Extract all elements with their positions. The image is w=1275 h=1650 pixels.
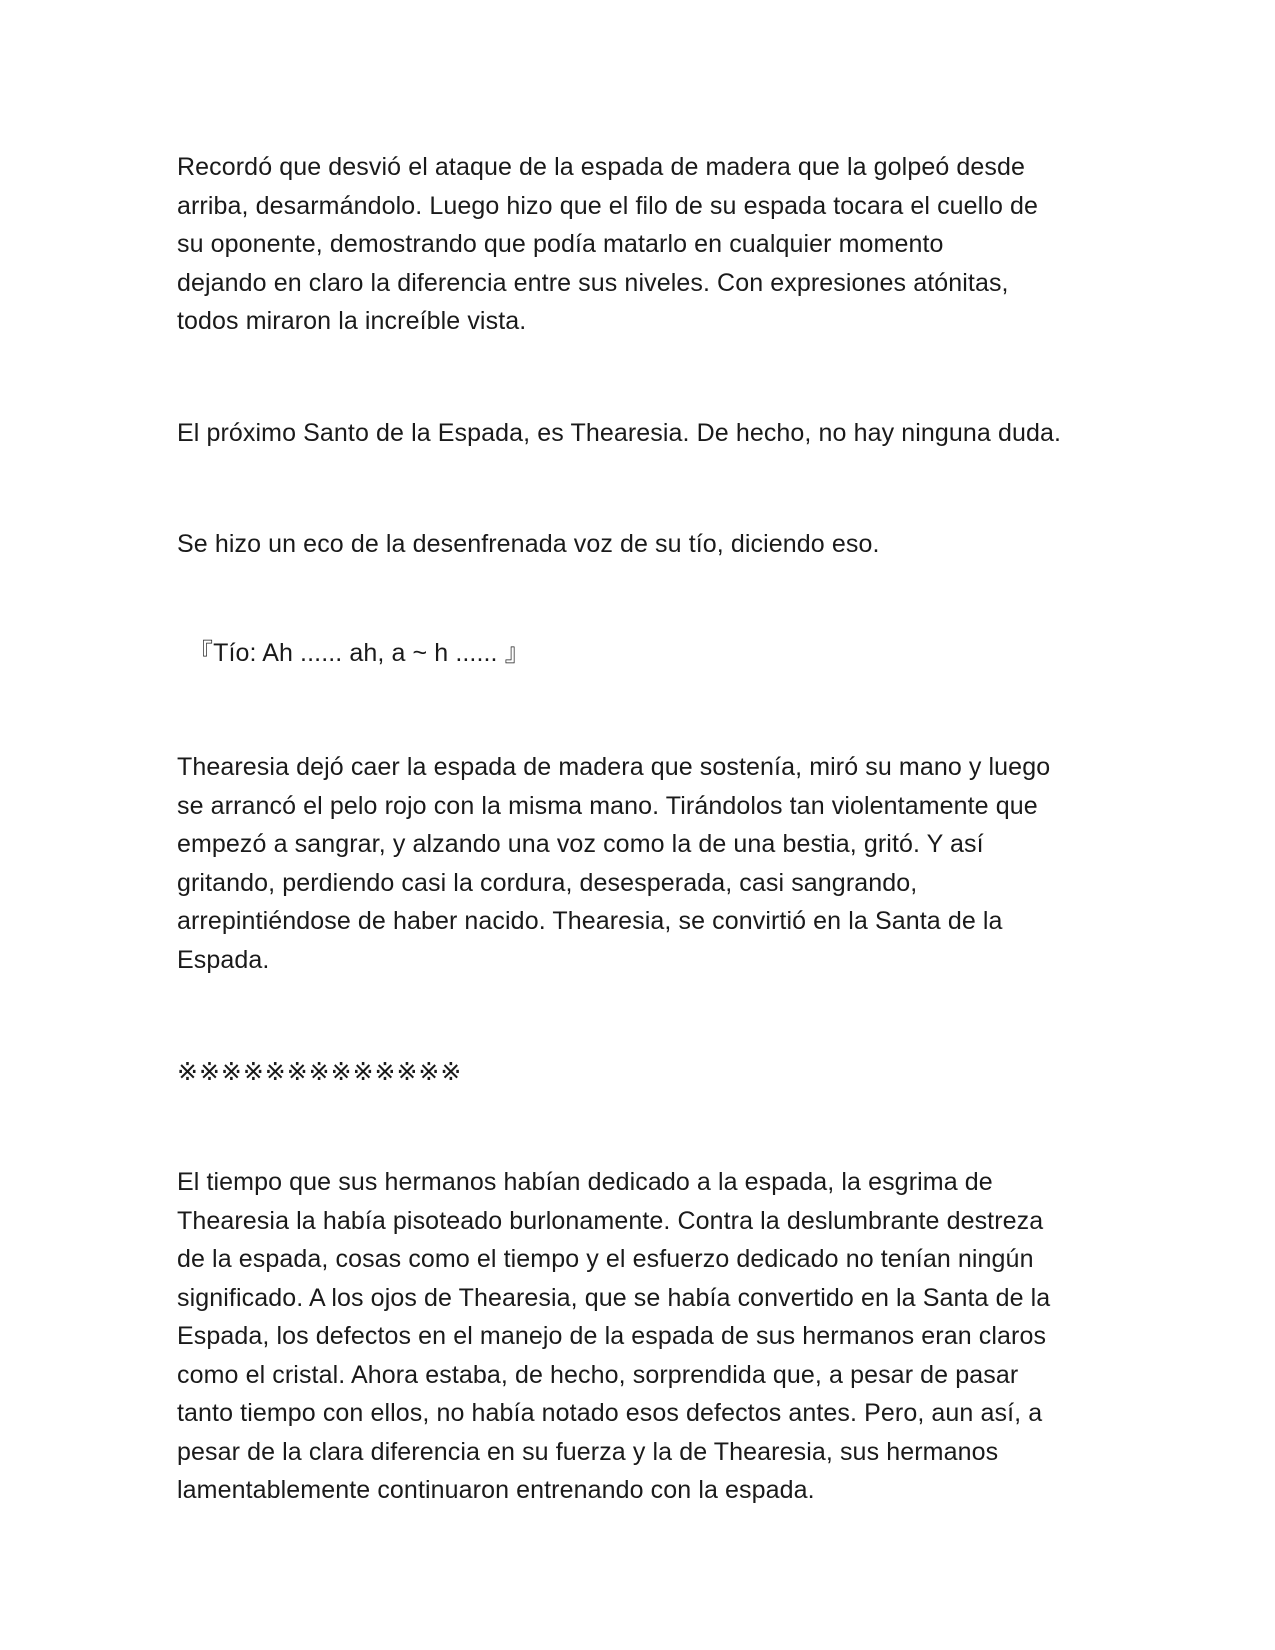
paragraph-line: gritando, perdiendo casi la cordura, desesperada, casi sangrando,	[177, 868, 918, 897]
paragraph-line: Espada.	[177, 945, 270, 974]
dialogue-line	[188, 634, 1118, 673]
paragraph-recollection	[177, 148, 1107, 341]
paragraph-line: dejando en claro la diferencia entre sus niveles. Con expresiones atónitas,	[177, 268, 1009, 297]
paragraph-line: Thearesia dejó caer la espada de madera que sostenía, miró su mano y luego	[177, 753, 1051, 781]
paragraph-line: significado. A los ojos de Thearesia, que se había convertido en la Santa de la	[177, 1283, 1051, 1312]
paragraph-line: se arrancó el pelo rojo con la misma mano. Tirándolos tan violentamente que	[177, 791, 1038, 820]
paragraph-line: Espada, los defectos en el manejo de la espada de sus hermanos eran claros	[177, 1322, 1047, 1350]
paragraph-line: Thearesia la había pisoteado burlonamente. Contra la deslumbrante destreza	[177, 1206, 1044, 1235]
paragraph-line: de la espada, cosas como el tiempo y el esfuerzo dedicado no tenían ningún	[177, 1245, 1034, 1273]
paragraph-line: tanto tiempo con ellos, no había notado esos defectos antes. Pero, aun así, a	[177, 1399, 1043, 1427]
dialogue-text: 『Tío: Ah ...... ah, a ~ h ...... 』	[188, 639, 530, 667]
paragraph-line: todos miraron la increíble vista.	[177, 307, 527, 335]
paragraph-line: arriba, desarmándolo. Luego hizo que el filo de su espada tocara el cuello de	[177, 191, 1039, 220]
paragraph-line: Recordó que desvió el ataque de la espada de madera que la golpeó desde	[177, 153, 1026, 181]
paragraph-line: como el cristal. Ahora estaba, de hecho, sorprendida que, a pesar de pasar	[177, 1360, 1019, 1389]
paragraph-siblings	[177, 1163, 1107, 1510]
paragraph-line: lamentablemente continuaron entrenando con la espada.	[177, 1476, 815, 1504]
paragraph-line: El tiempo que sus hermanos habían dedicado a la espada, la esgrima de	[177, 1168, 993, 1196]
scene-break-divider	[177, 1053, 1107, 1092]
paragraph-line: Se hizo un eco de la desenfrenada voz de su tío, diciendo eso.	[177, 530, 880, 558]
paragraph-echo	[177, 525, 1107, 564]
paragraph-line: arrepintiéndose de haber nacido. Thearesia, se convirtió en la Santa de la	[177, 907, 1003, 935]
paragraph-line: su oponente, demostrando que podía matarlo en cualquier momento	[177, 230, 944, 258]
paragraph-line: El próximo Santo de la Espada, es Thearesia. De hecho, no hay ninguna duda.	[177, 419, 1062, 447]
paragraph-line: empezó a sangrar, y alzando una voz como la de una bestia, gritó. Y así	[177, 830, 984, 858]
paragraph-line: pesar de la clara diferencia en su fuerza y la de Thearesia, sus hermanos	[177, 1437, 999, 1466]
scene-break-symbols: ※※※※※※※※※※※※※	[177, 1058, 463, 1086]
paragraph-next-sword-saint	[177, 414, 1107, 453]
paragraph-transformation	[177, 748, 1107, 979]
